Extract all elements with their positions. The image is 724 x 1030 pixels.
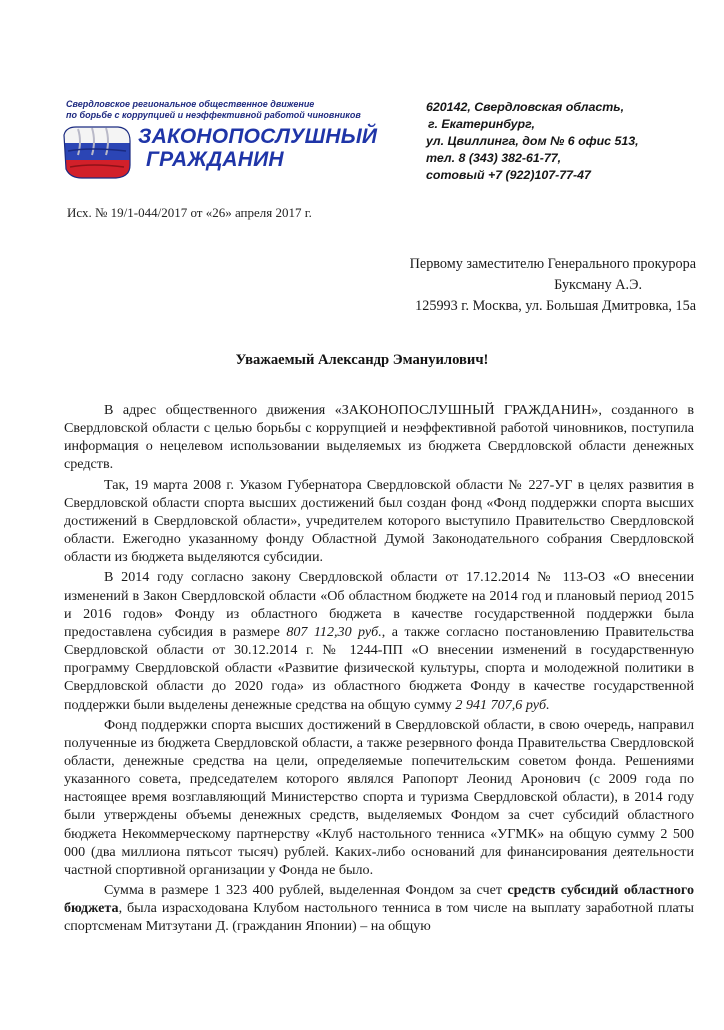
address-line: тел. 8 (343) 382-61-77, bbox=[426, 151, 562, 165]
salutation: Уважаемый Александр Эмануилович! bbox=[235, 352, 489, 368]
org-description-line1: Свердловское региональное общественное движение bbox=[66, 99, 315, 109]
paragraph-1: В адрес общественного движения «ЗАКОНОПОСЛУШНЫЙ ГРАЖДАНИН», созданного в Свердловской области с целью борьбы с коррупцией и неэффективной работой чиновников, поступила информация о нецелевом использовании выделяемых из бюджета Свердловской области денежных средств. bbox=[64, 402, 694, 473]
brand-line1: ЗАКОНОПОСЛУШНЫЙ bbox=[138, 125, 378, 148]
org-description bbox=[66, 99, 376, 121]
paragraph-5-text-b: , была израсходована Клубом настольного тенниса в том числе на выплату заработной платы спортсменам Митзутани Д. (гражданин Японии) – на общую bbox=[64, 900, 694, 935]
paragraph-3-text-a: В 2014 году согласно закону Свердловской области от 17.12.2014 № 113-ОЗ «О внесении изменений в Закон Свердловской области «Об областном бюджете на 2014 год и плановый период 2015 и 2016 годов» Фонду из областного бюджета в качестве государственной поддержки была предоставлена субсидия в размере bbox=[64, 569, 694, 640]
address-line: сотовый +7 (922)107-77-47 bbox=[426, 168, 591, 182]
address-line: 620142, Свердловская область, bbox=[426, 100, 625, 114]
sender-address bbox=[426, 99, 696, 184]
paragraph-3 bbox=[64, 568, 694, 713]
subsidy-amount: 807 112,30 руб. bbox=[286, 623, 382, 640]
paragraph-2: Так, 19 марта 2008 г. Указом Губернатора Свердловской области № 227-УГ в целях развития в Свердловской области спорта высших достижений был создан фонд «Фонд поддержки спорта высших достижений в Свердловской области», учредителем которого выступило Правительство Свердловской области. Ежегодно указанному фонду Областной Думой Законодательного собрания Свердловской области из бюджета выделяются субсидии. bbox=[64, 476, 694, 566]
fist-flag-logo-icon bbox=[60, 121, 134, 183]
paragraph-5-text-a: Сумма в размере 1 323 400 рублей, выделенная Фондом за счет bbox=[104, 882, 508, 899]
recipient-line1: Первому заместителю Генерального прокурора bbox=[409, 256, 696, 272]
brand-name bbox=[138, 125, 377, 171]
recipient-block bbox=[410, 254, 696, 317]
org-description-line2: по борьбе с коррупцией и неэффективной работой чиновников bbox=[66, 110, 361, 120]
letter-body bbox=[64, 401, 694, 938]
outgoing-reference: Исх. № 19/1-044/2017 от «26» апреля 2017 г. bbox=[67, 205, 312, 220]
paragraph-5-bold: средств субсидий областного бюджета bbox=[64, 882, 694, 917]
paragraph-4: Фонд поддержки спорта высших достижений в Свердловской области, в свою очередь, направил полученные из бюджета Свердловской области, а также резервного фонда Правительства Свердловской области, денежные средства на цели, определяемые попечительским советом фонда. Решениями указанного совета, председателем которого являлся Рапопорт Леонид Аронович (с 2009 года по настоящее время возглавляющий Министерство спорта и туризма Свердловской области), в 2014 году были утверждены объемы денежных средств, выделяемых Фондом за счет субсидий областного бюджета Некоммерческому партнерству «Клуб настольного тенниса «УГМК» на общую сумму 2 500 000 (два миллиона пятьсот тысяч) рублей. Каких-либо оснований для финансирования деятельности частной спортивной организации у Фонда не было. bbox=[64, 716, 694, 878]
address-line: г. Екатеринбург, bbox=[428, 117, 536, 131]
total-amount: 2 941 707,6 руб. bbox=[455, 696, 550, 713]
address-line: ул. Цвиллинга, дом № 6 офис 513, bbox=[426, 134, 639, 148]
recipient-line3: 125993 г. Москва, ул. Большая Дмитровка, 15а bbox=[415, 298, 696, 314]
recipient-line2: Буксману А.Э. bbox=[554, 277, 642, 293]
paragraph-5 bbox=[64, 881, 694, 935]
paragraph-3-text-b: , а также согласно постановлению Правительства Свердловской области от 30.12.2014 г. № 1244-ПП «О внесении изменений в государственную программу Свердловской области «Развитие физической культуры, спорта и молодежной политики в Свердловской области до 2020 года» из областного бюджета Фонду в качестве государственной поддержки были выделены денежные средства на общую сумму bbox=[64, 623, 694, 713]
brand-line2: ГРАЖДАНИН bbox=[146, 148, 284, 171]
